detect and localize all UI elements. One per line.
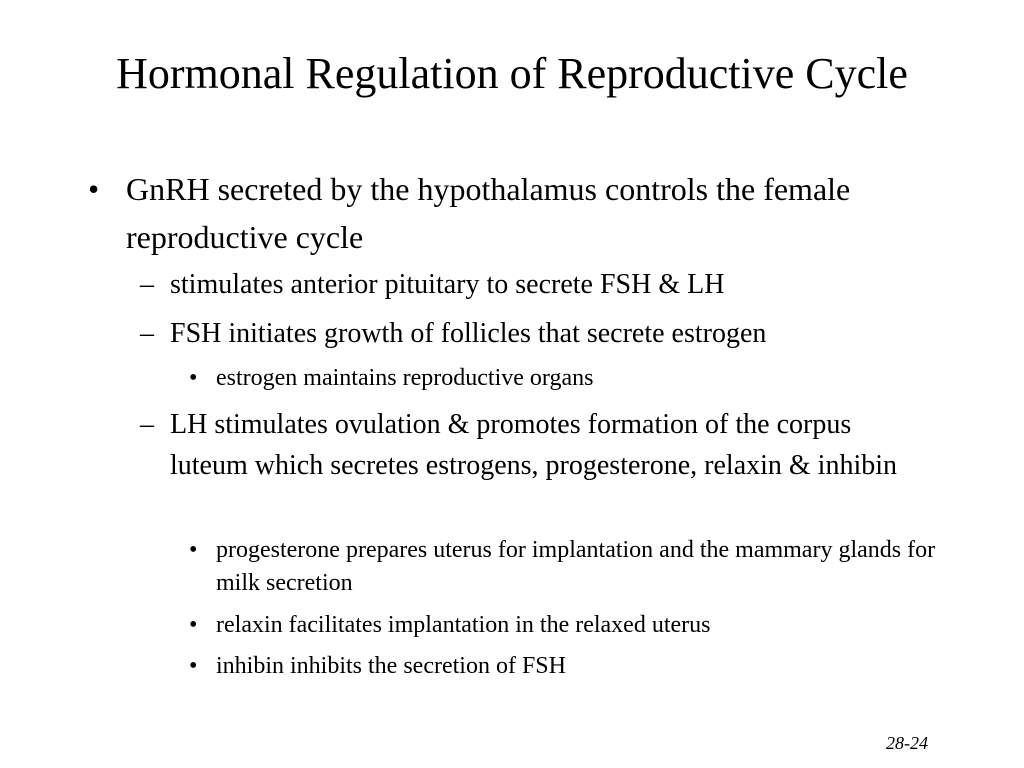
bullet-item-level-3 bbox=[189, 650, 976, 683]
bullet-item-level-3 bbox=[189, 362, 976, 395]
bullet-marker: • bbox=[189, 653, 198, 679]
slide-number: 28-24 bbox=[886, 733, 928, 753]
bullet-marker: • bbox=[189, 612, 198, 638]
bullet-marker: • bbox=[189, 365, 198, 391]
bullet-text: GnRH secreted by the hypothalamus controls the female reproductive cycle bbox=[126, 171, 851, 255]
bullet-text: progesterone prepares uterus for implantation and the mammary glands for milk secretion bbox=[216, 537, 936, 596]
slide-title: Hormonal Regulation of Reproductive Cycle bbox=[116, 49, 908, 98]
bullet-marker: • bbox=[189, 537, 198, 563]
bullet-item-level-2 bbox=[140, 404, 930, 486]
bullet-text: relaxin facilitates implantation in the relaxed uterus bbox=[216, 612, 711, 638]
dash-marker: – bbox=[140, 318, 154, 349]
dash-marker: – bbox=[140, 409, 154, 440]
bullet-item-level-2 bbox=[140, 313, 970, 354]
bullet-text: LH stimulates ovulation & promotes formation of the corpus luteum which secretes estrogens, progesterone, relaxin & inhibin bbox=[170, 409, 898, 481]
bullet-item-level-1 bbox=[88, 165, 946, 261]
bullet-text: estrogen maintains reproductive organs bbox=[216, 365, 594, 391]
bullet-item-level-3 bbox=[189, 534, 961, 600]
bullet-text: FSH initiates growth of follicles that secrete estrogen bbox=[170, 318, 767, 349]
bullet-item-level-3 bbox=[189, 609, 976, 642]
bullet-text: stimulates anterior pituitary to secrete FSH & LH bbox=[170, 269, 725, 300]
bullet-text: inhibin inhibits the secretion of FSH bbox=[216, 653, 566, 679]
bullet-item-level-2 bbox=[140, 264, 970, 305]
bullet-marker: • bbox=[88, 171, 100, 207]
dash-marker: – bbox=[140, 269, 154, 300]
